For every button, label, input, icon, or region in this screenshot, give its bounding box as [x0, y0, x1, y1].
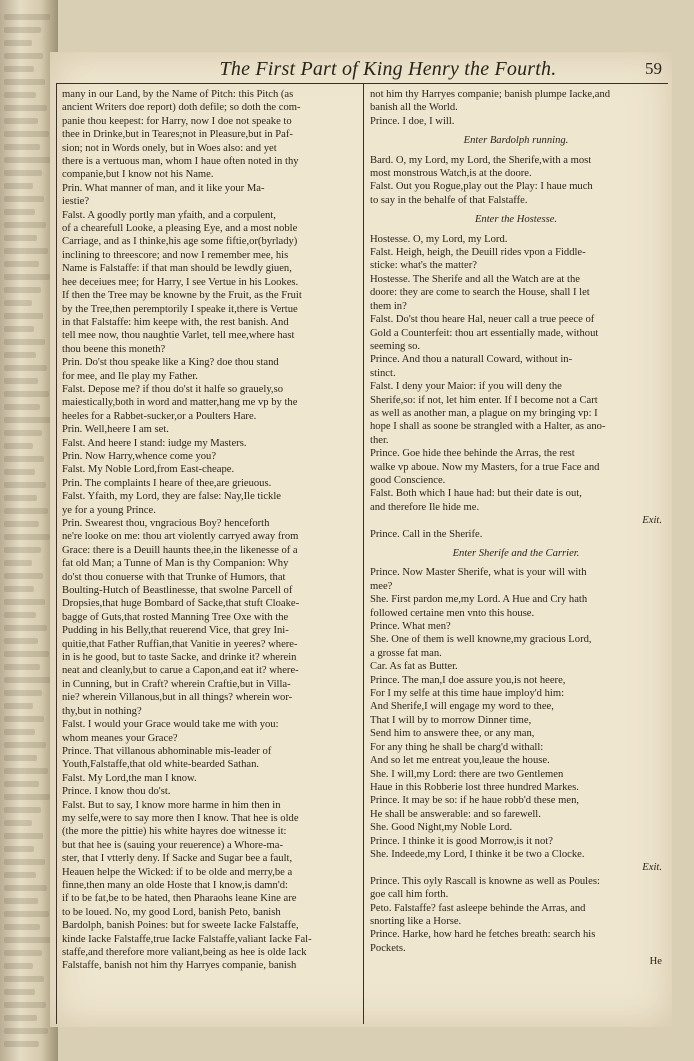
text-line: Prin. Well,heere I am set.	[62, 424, 169, 436]
text-line: in is he good, but to taste Sacke, and drinke it? wherein	[62, 652, 297, 664]
text-line: Hostesse. The Sherife and all the Watch are at the	[370, 273, 580, 285]
binding-shadow-mark	[4, 53, 43, 59]
binding-shadow-mark	[4, 40, 32, 46]
binding-shadow-mark	[4, 300, 32, 306]
binding-shadow-mark	[4, 196, 44, 202]
binding-shadow-mark	[4, 742, 46, 748]
text-line: She. Indeede,my Lord, I thinke it be two a Clocke.	[370, 848, 585, 860]
binding-shadow-mark	[4, 274, 50, 280]
header-rule	[56, 83, 668, 84]
binding-shadow-mark	[4, 677, 51, 683]
text-line: Falst. Depose me? if thou do'st it halfe so grauely,so	[62, 383, 283, 395]
binding-shadow-mark	[4, 911, 49, 917]
text-line: not him thy Harryes companie; banish plumpe Iacke,and	[370, 89, 611, 100]
text-line: snorting like a Horse.	[370, 915, 462, 927]
page-title: The First Part of King Henry the Fourth.	[219, 58, 557, 80]
text-line: and therefore Ile hide me.	[370, 501, 480, 513]
text-line: there is a vertuous man, whom I haue often noted in thy	[62, 156, 299, 168]
binding-shadow-mark	[4, 378, 38, 384]
text-line: good Conscience.	[370, 474, 446, 486]
binding-shadow-mark	[4, 105, 47, 111]
text-line: Bard. O, my Lord, my Lord, the Sherife,with a most	[370, 154, 592, 166]
binding-shadow-mark	[4, 638, 38, 644]
text-line: Falst. My Noble Lord,from East-cheape.	[62, 464, 235, 476]
binding-shadow-mark	[4, 521, 39, 527]
left-border-rule	[56, 84, 57, 1024]
binding-shadow-mark	[4, 612, 36, 618]
binding-shadow-mark	[4, 469, 35, 475]
binding-shadow-mark	[4, 833, 43, 839]
text-line: goe call him forth.	[370, 889, 449, 901]
text-line: in that Falstaffe: him keepe with, the rest banish. And	[62, 316, 289, 328]
column-divider	[363, 84, 364, 1024]
binding-shadow-mark	[4, 976, 44, 982]
binding-shadow-mark	[4, 339, 45, 345]
text-line: followed certaine men vnto this house.	[370, 607, 535, 619]
text-line: Prince. Now Master Sherife, what is your will with	[370, 567, 587, 579]
text-line: sticke: what's the matter?	[370, 260, 477, 272]
text-line: do'st thou conuerse with that Trunke of Humors, that	[62, 571, 286, 583]
text-line: but that hee is (sauing your reuerence) a Whore-ma-	[62, 839, 283, 851]
binding-shadow-mark	[4, 157, 51, 163]
book-page	[50, 52, 672, 1027]
binding-shadow-mark	[4, 365, 47, 371]
text-line: for mee, and Ile play my Father.	[62, 370, 198, 382]
text-line: Prince. That villanous abhominable mis-leader of	[62, 745, 272, 757]
text-line: Falst. But to say, I know more harme in him then in	[62, 799, 281, 811]
binding-shadow-mark	[4, 326, 34, 332]
binding-shadow-mark	[4, 118, 38, 124]
text-line: And Sherife,I will engage my word to thee,	[370, 701, 554, 713]
text-line: most monstrous Watch,is at the doore.	[370, 168, 532, 180]
binding-shadow-mark	[4, 924, 40, 930]
binding-shadow-mark	[4, 131, 49, 137]
text-line: Prin. What manner of man, and it like your Ma-	[62, 182, 265, 194]
binding-shadow-mark	[4, 755, 37, 761]
text-line: Boulting-Hutch of Beastlinesse, that swolne Parcell of	[62, 585, 293, 597]
text-line: She. Good Night,my Noble Lord.	[370, 822, 513, 834]
text-line: seeming so.	[370, 340, 421, 352]
binding-shadow-mark	[4, 443, 33, 449]
binding-shadow-mark	[4, 690, 42, 696]
text-line: Youth,Falstaffe,that old white-bearded Sathan.	[62, 759, 260, 771]
text-line: companie,but I know not his Name.	[62, 169, 214, 181]
binding-shadow-mark	[4, 807, 41, 813]
text-line: Falst. I deny your Maior: if you will deny the	[370, 381, 562, 393]
text-line: finne,then many an olde Hoste that I know,is damn'd:	[62, 879, 288, 891]
binding-shadow-mark	[4, 703, 33, 709]
binding-shadow-mark	[4, 1002, 46, 1008]
binding-shadow-mark	[4, 586, 34, 592]
text-line: Prince. Call in the Sherife.	[370, 528, 483, 540]
binding-shadow-mark	[4, 508, 48, 514]
binding-shadow-mark	[4, 209, 35, 215]
text-line: Prince. The man,I doe assure you,is not heere,	[370, 674, 566, 686]
text-line: Prince. Goe hide thee behinde the Arras, the rest	[370, 448, 575, 460]
text-line: Prince. Harke, how hard he fetches breath: search his	[370, 929, 596, 941]
binding-shadow-mark	[4, 14, 50, 20]
binding-shadow-mark	[4, 144, 40, 150]
text-line: Falst. Heigh, heigh, the Deuill rides vpon a Fiddle-	[370, 247, 586, 259]
binding-shadow-mark	[4, 352, 36, 358]
binding-shadow-mark	[4, 79, 45, 85]
binding-shadow-mark	[4, 222, 46, 228]
text-line: ther.	[370, 434, 389, 446]
text-line: a grosse fat man.	[370, 647, 442, 659]
binding-shadow-mark	[4, 287, 41, 293]
text-line: bagge of Guts,that rosted Manning Tree Oxe with the	[62, 611, 289, 623]
text-line: thee in Drinke,but in Teares;not in Pleasure,but in Paf-	[62, 129, 293, 141]
binding-shadow-mark	[4, 937, 51, 943]
binding-shadow-mark	[4, 495, 37, 501]
right-text-column	[370, 88, 662, 969]
text-line: thy,but in nothing?	[62, 705, 142, 717]
text-line: Falst. Do'st thou heare Hal, neuer call a true peece of	[370, 314, 595, 326]
binding-shadow-mark	[4, 768, 48, 774]
text-line: Gold a Counterfeit: thou art essentially made, without	[370, 327, 599, 339]
text-line: Prince. It may be so: if he haue robb'd these men,	[370, 795, 580, 807]
binding-shadow-mark	[4, 898, 38, 904]
binding-shadow-mark	[4, 235, 37, 241]
text-line: inclining to threescore; and now I remember mee, his	[62, 249, 289, 261]
text-line: She. I will,my Lord: there are two Gentlemen	[370, 768, 564, 780]
text-line: thou beene this moneth?	[62, 343, 166, 355]
binding-shadow-mark	[4, 248, 48, 254]
text-line: sion; not in Words onely, but in Woes also: and yet	[62, 142, 277, 154]
binding-shadow-mark	[4, 625, 47, 631]
text-line: in Cunning, but in Craft? wherein Craftie,but in Villa-	[62, 678, 291, 690]
binding-shadow-mark	[4, 950, 42, 956]
text-line: She. One of them is well knowne,my gracious Lord,	[370, 634, 592, 646]
binding-shadow-mark	[4, 560, 32, 566]
text-line: Prince. I doe, I will.	[370, 115, 455, 127]
exit-direction: Exit.	[642, 862, 662, 874]
text-line: For I my selfe at this time haue imploy'd him:	[370, 688, 565, 700]
text-line: Heauen helpe the Wicked: if to be olde and merry,be a	[62, 866, 293, 878]
binding-shadow-mark	[4, 1015, 37, 1021]
text-line: doore: they are come to search the House, shall I let	[370, 287, 590, 299]
text-line: fat old Man; a Tunne of Man is thy Companion: Why	[62, 558, 289, 570]
catchword: He	[649, 956, 662, 968]
stage-direction: Enter Sherife and the Carrier.	[452, 548, 580, 559]
text-line: Falst. Both which I haue had: but their date is out,	[370, 488, 582, 500]
text-line: Send him to answere thee, or any man,	[370, 728, 535, 740]
text-line: Bardolph, banish Poines: but for sweete Iacke Falstaffe,	[62, 920, 299, 932]
binding-shadow-mark	[4, 456, 44, 462]
text-line: heeles for a Rabbet-sucker,or a Poulters Hare.	[62, 410, 257, 422]
text-line: Carriage, and as I thinke,his age some fiftie,or(byrlady)	[62, 236, 298, 248]
text-line: Falst. A goodly portly man yfaith, and a corpulent,	[62, 209, 276, 221]
text-line: iestie?	[62, 196, 90, 208]
text-line: as well as another man, a plague on my bringing vp: I	[370, 407, 598, 419]
text-line: ster, that I vtterly deny. If Sacke and Sugar bee a fault,	[62, 853, 293, 865]
text-line: hee deceiues mee; for Harry, I see Vertue in his Lookes.	[62, 276, 299, 288]
text-line: to say in the behalfe of that Falstaffe.	[370, 194, 528, 206]
binding-shadow-mark	[4, 794, 50, 800]
left-text-column	[62, 88, 356, 973]
text-line: hope I shall as soone be strangled with a Halter, as ano-	[370, 421, 606, 433]
binding-shadow-mark	[4, 729, 35, 735]
binding-shadow-mark	[4, 66, 34, 72]
text-line: Prin. Do'st thou speake like a King? doe thou stand	[62, 357, 279, 369]
text-line: by the Tree,then peremptorily I speake it,there is Vertue	[62, 303, 298, 315]
binding-shadow-mark	[4, 989, 35, 995]
binding-shadow-mark	[4, 573, 43, 579]
binding-shadow-mark	[4, 92, 36, 98]
text-line: Prin. Now Harry,whence come you?	[62, 450, 217, 462]
text-line: Haue in this Robberie lost three hundred Markes.	[370, 781, 579, 793]
exit-direction: Exit.	[642, 515, 662, 527]
text-line: Prince. This oyly Rascall is knowne as well as Poules:	[370, 875, 600, 887]
text-line: my selfe,were to say more then I know. That hee is olde	[62, 812, 299, 824]
text-line: For any thing he shall be charg'd withall:	[370, 741, 544, 753]
text-line: If then the Tree may be knowne by the Fruit, as the Fruit	[62, 290, 302, 302]
text-line: Prin. Swearest thou, vngracious Boy? henceforth	[62, 518, 270, 529]
text-line: Peto. Falstaffe? fast asleepe behinde the Arras, and	[370, 902, 586, 914]
text-line: Pockets.	[370, 942, 406, 954]
binding-shadow-mark	[4, 846, 34, 852]
text-line: (the more the pittie) his white hayres doe witnesse it:	[62, 826, 287, 838]
text-line: Falst. My Lord,the man I know.	[62, 772, 197, 784]
text-line: to be loued. No, my good Lord, banish Peto, banish	[62, 906, 281, 918]
binding-shadow-mark	[4, 599, 45, 605]
binding-shadow-mark	[4, 1028, 48, 1034]
binding-shadow-mark	[4, 547, 41, 553]
binding-shadow-mark	[4, 27, 41, 33]
stage-direction: Enter the Hostesse.	[474, 214, 558, 226]
running-header	[168, 58, 668, 82]
text-line: Prin. The complaints I heare of thee,are grieuous.	[62, 477, 272, 489]
binding-shadow-mark	[4, 183, 33, 189]
text-line: maiestically,both in word and matter,hang me vp by the	[62, 397, 298, 409]
text-line: kinde Iacke Falstaffe,true Iacke Falstaffe,valiant Iacke Fal-	[62, 933, 312, 945]
text-line: staffe,and therefore more valiant,being as hee is olde Iack	[62, 947, 307, 958]
binding-shadow-mark	[4, 534, 50, 540]
text-line: That I will by to morrow Dinner time,	[370, 714, 532, 726]
binding-shadow-mark	[4, 482, 46, 488]
text-line: Prince. I know thou do'st.	[62, 786, 171, 798]
text-line: tell mee now, thou naughtie Varlet, tell mee,where hast	[62, 330, 295, 342]
binding-shadow-mark	[4, 664, 40, 670]
text-line: Falst. And heere I stand: iudge my Masters.	[62, 437, 247, 449]
text-line: many in our Land, by the Name of Pitch: this Pitch (as	[62, 89, 294, 100]
text-line: ye for a young Prince.	[62, 504, 156, 516]
binding-shadow-mark	[4, 313, 43, 319]
binding-shadow-mark	[4, 170, 42, 176]
text-line: Hostesse. O, my Lord, my Lord.	[370, 233, 508, 245]
text-line: nie? wherein Villanous,but in all things? wherein wor-	[62, 692, 293, 704]
text-line: He shall be answerable: and so farewell.	[370, 808, 541, 820]
binding-shadow-mark	[4, 820, 32, 826]
stage-direction: Enter Bardolph running.	[463, 135, 569, 147]
text-line: Falst. Yfaith, my Lord, they are false: Nay,Ile tickle	[62, 491, 281, 503]
text-line: panie thou keepest: for Harry, now I doe not speake to	[62, 115, 292, 127]
text-line: Falstaffe, banish not him thy Harryes companie, banish	[62, 960, 297, 972]
binding-shadow-mark	[4, 872, 36, 878]
text-line: neat and cleanly,but to carue a Capon,and eat it? where-	[62, 665, 299, 677]
text-line: Prince. I thinke it is good Morrow,is it not?	[370, 835, 553, 847]
binding-shadow-mark	[4, 404, 40, 410]
text-line: of a chearefull Looke, a pleasing Eye, and a most noble	[62, 223, 298, 235]
binding-shadow-mark	[4, 1041, 39, 1047]
text-line: whom meanes your Grace?	[62, 732, 178, 744]
text-line: banish all the World.	[370, 102, 458, 114]
text-line: walke vp aboue. Now my Masters, for a true Face and	[370, 461, 600, 473]
text-line: She. First pardon me,my Lord. A Hue and Cry hath	[370, 594, 588, 606]
binding-shadow-mark	[4, 651, 49, 657]
binding-shadow-mark	[4, 963, 33, 969]
binding-shadow-mark	[4, 781, 39, 787]
text-line: ne're looke on me: thou art violently carryed away from	[62, 531, 299, 543]
text-line: Falst. I would your Grace would take me with you:	[62, 719, 279, 731]
binding-shadow-mark	[4, 391, 49, 397]
text-line: Falst. Out you Rogue,play out the Play: I haue much	[370, 181, 593, 193]
text-line: Pudding in his Belly,that reuerend Vice, that grey Ini-	[62, 625, 289, 637]
binding-shadow-mark	[4, 417, 51, 423]
text-line: Sherife,so: if not, let him enter. If I become not a Cart	[370, 394, 598, 406]
text-line: quitie,that Father Ruffian,that Vanitie in yeeres? where-	[62, 638, 298, 650]
binding-shadow-mark	[4, 885, 47, 891]
text-line: if to be fat,be to be hated, then Pharaohs leane Kine are	[62, 893, 297, 905]
text-line: Prince. And thou a naturall Coward, without in-	[370, 354, 573, 366]
text-line: Prince. What men?	[370, 621, 451, 633]
binding-shadow-mark	[4, 716, 44, 722]
binding-shadow-mark	[4, 859, 45, 865]
text-line: ancient Writers doe report) doth defile; so doth the com-	[62, 102, 301, 114]
text-line: stinct.	[370, 367, 396, 379]
text-line: mee?	[370, 580, 393, 592]
text-line: Dropsies,that huge Bombard of Sacke,that stuft Cloake-	[62, 598, 300, 610]
text-line: Car. As fat as Butter.	[370, 661, 458, 673]
binding-shadow-mark	[4, 261, 39, 267]
text-line: Name is Falstaffe: if that man should be lewdly giuen,	[62, 263, 292, 275]
text-line: And so let me entreat you,leaue the house.	[370, 755, 550, 767]
text-line: Grace: there is a Deuill haunts thee,in the likenesse of a	[62, 544, 298, 556]
text-line: them in?	[370, 300, 407, 312]
binding-shadow-mark	[4, 430, 42, 436]
page-number: 59	[645, 59, 662, 78]
